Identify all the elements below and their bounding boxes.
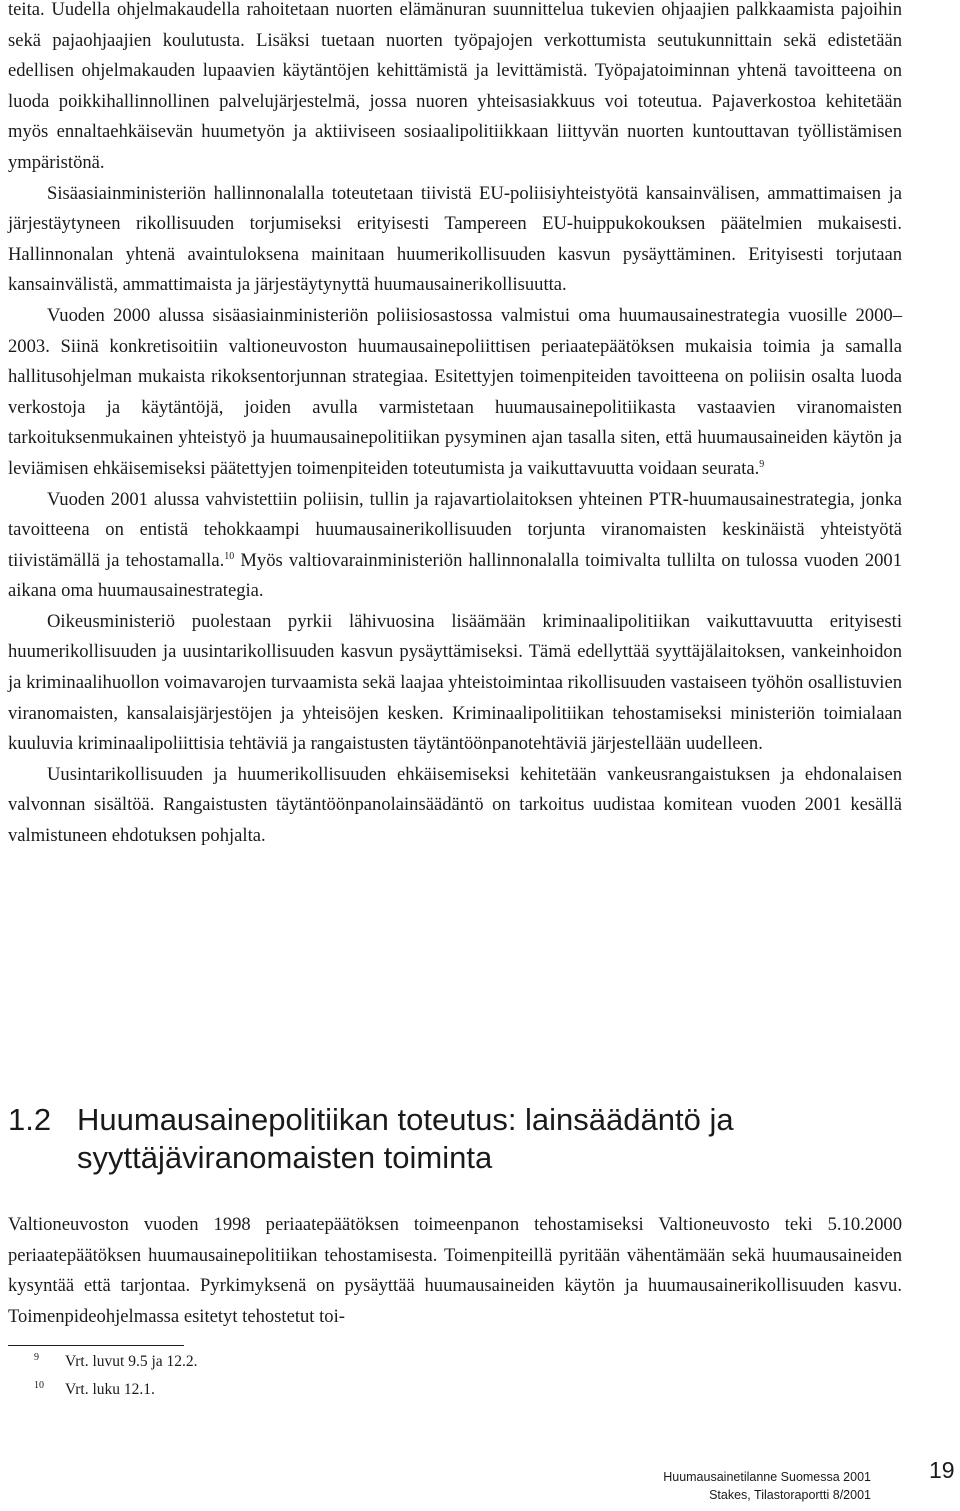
section-title-line: Huumausainepolitiikan toteutus: lainsäädäntö ja [77, 1102, 734, 1137]
body-text [8, 0, 902, 852]
paragraph: Oikeusministeriö puolestaan pyrkii lähivuosina lisäämään kriminaalipolitiikan vaikuttavuutta erityisesti huumerikollisuuden ja uusintarikollisuuden kasvun pysäyttämiseksi. Tämä edellyttää syyttäjälaitoksen, vankeinhoidon ja kriminaalihuollon voimavarojen turvaamista sekä laajaa yhteistoimintaa rikollisuuden vastaiseen työhön osallistuvien viranomaisten, kansalaisjärjestöjen ja yhteisöjen kesken. Kriminaalipolitiikan tehostamiseksi ministeriön toimialaan kuuluvia kriminaalipoliittisia tehtäviä ja rangaistusten täytäntöönpanotehtäviä järjestellään uudelleen. [8, 610, 902, 755]
footnote-reference: 9 [759, 458, 765, 470]
footer-series: Stakes, Tilastoraportti 8/2001 [709, 1488, 871, 1502]
paragraph-text: Vuoden 2000 alussa sisäasiainministeriön poliisiosastossa valmistui oma huumausainestrategia vuosille 2000–2003. Siinä konkretisoitiin valtioneuvoston huumausainepoliittisen periaatepäätöksen mukaisia toimia ja samalla hallitusohjelman mukaista rikoksentorjunnan strategiaa. Esitettyjen toimenpiteiden tavoitteena on poliisin osalta luoda verkostoja ja käytäntöjä, joiden avulla varmistetaan huumausainepolitiikasta vastaavien viranomaisten tarkoituksenmukainen yhteistyö ja huumausainepolitiikan pysyminen ajan tasalla siten, että huumausaineiden käytön ja leviämisen ehkäisemiseksi päätettyjen toimenpiteiden toteutumista ja vaikuttavuutta voidaan seurata. [8, 304, 902, 479]
paragraph [8, 301, 902, 485]
footnote-number: 10 [34, 1380, 44, 1391]
page-number: 19 [929, 1457, 955, 1483]
footer-publication-title: Huumausainetilanne Suomessa 2001 [663, 1470, 871, 1484]
footnote-text: Vrt. luku 12.1. [65, 1381, 155, 1398]
paragraph: Valtioneuvoston vuoden 1998 periaatepäätöksen toimeenpanon tehostamiseksi Valtioneuvosto teki 5.10.2000 periaatepäätöksen huumausainepolitiikan tehostamisesta. Toimenpiteillä pyritään vähentämään sekä huumausaineiden kysyntää että tarjontaa. Pyrkimyksenä on pysäyttää huumausaineiden käytön ja huumausainerikollisuuden kasvu. Toimenpideohjelmassa esitetyt tehostetut toi- [8, 1214, 902, 1327]
footnote-divider [8, 1345, 184, 1346]
section-title-line: syyttäjäviranomaisten toiminta [77, 1140, 493, 1175]
paragraph-text: Myös valtiovarainministeriön hallinnonalalla toimivalta tullilta on tulossa vuoden 2001 aikana oma huumausainestrategia. [8, 549, 903, 602]
footnote-number: 9 [34, 1352, 39, 1363]
section-body-text [8, 1210, 902, 1332]
section-number: 1.2 [8, 1102, 52, 1137]
footnote-text: Vrt. luvut 9.5 ja 12.2. [65, 1353, 198, 1370]
paragraph-text: Vuoden 2001 alussa vahvistettiin poliisin, tullin ja rajavartiolaitoksen yhteinen PTR-huumausainestrategia, jonka tavoitteena on entistä tehokkaampi huumausainerikollisuuden torjunta viranomaisten keskinäistä yhteistyötä tiivistämällä ja tehostamalla. [8, 488, 902, 571]
paragraph [8, 485, 902, 607]
footnote-reference: 10 [224, 550, 235, 562]
paragraph: teita. Uudella ohjelmakaudella rahoitetaan nuorten elämänuran suunnittelua tukevien ohjaajien palkkaamista pajoihin sekä pajaohjaajien koulutusta. Lisäksi tuetaan nuorten työpajojen verkottumista seutukunnittain sekä edistetään edellisen ohjelmakauden lupaavien käytäntöjen kehittämistä ja levittämistä. Työpajatoiminnan yhtenä tavoitteena on luoda poikkihallinnollinen palvelujärjestelmä, jossa nuoren yhteisasiakkuus voi toteutua. Pajaverkostoa kehitetään myös ennaltaehkäisevän huumetyön ja aktiiviseen sosiaalipolitiikkaan liittyvän nuorten kuntouttavan työllistämisen ympäristönä. [8, 0, 902, 173]
section-title [77, 1101, 877, 1177]
paragraph: Uusintarikollisuuden ja huumerikollisuuden ehkäisemiseksi kehitetään vankeusrangaistuksen ja ehdonalaisen valvonnan sisältöä. Rangaistusten täytäntöönpanolainsäädäntö on tarkoitus uudistaa komitean vuoden 2001 kesällä valmistuneen ehdotuksen pohjalta. [8, 763, 902, 847]
paragraph: Sisäasiainministeriön hallinnonalalla toteutetaan tiivistä EU-poliisiyhteistyötä kansainvälisen, ammattimaisen ja järjestäytyneen rikollisuuden torjumiseksi erityisesti Tampereen EU-huippukokouksen päätelmien mukaisesti. Hallinnonalan yhtenä avaintuloksena mainitaan huumerikollisuuden kasvun pysäyttäminen. Erityisesti torjutaan kansainvälistä, ammattimaista ja järjestäytynyttä huumausainerikollisuutta. [8, 182, 902, 296]
